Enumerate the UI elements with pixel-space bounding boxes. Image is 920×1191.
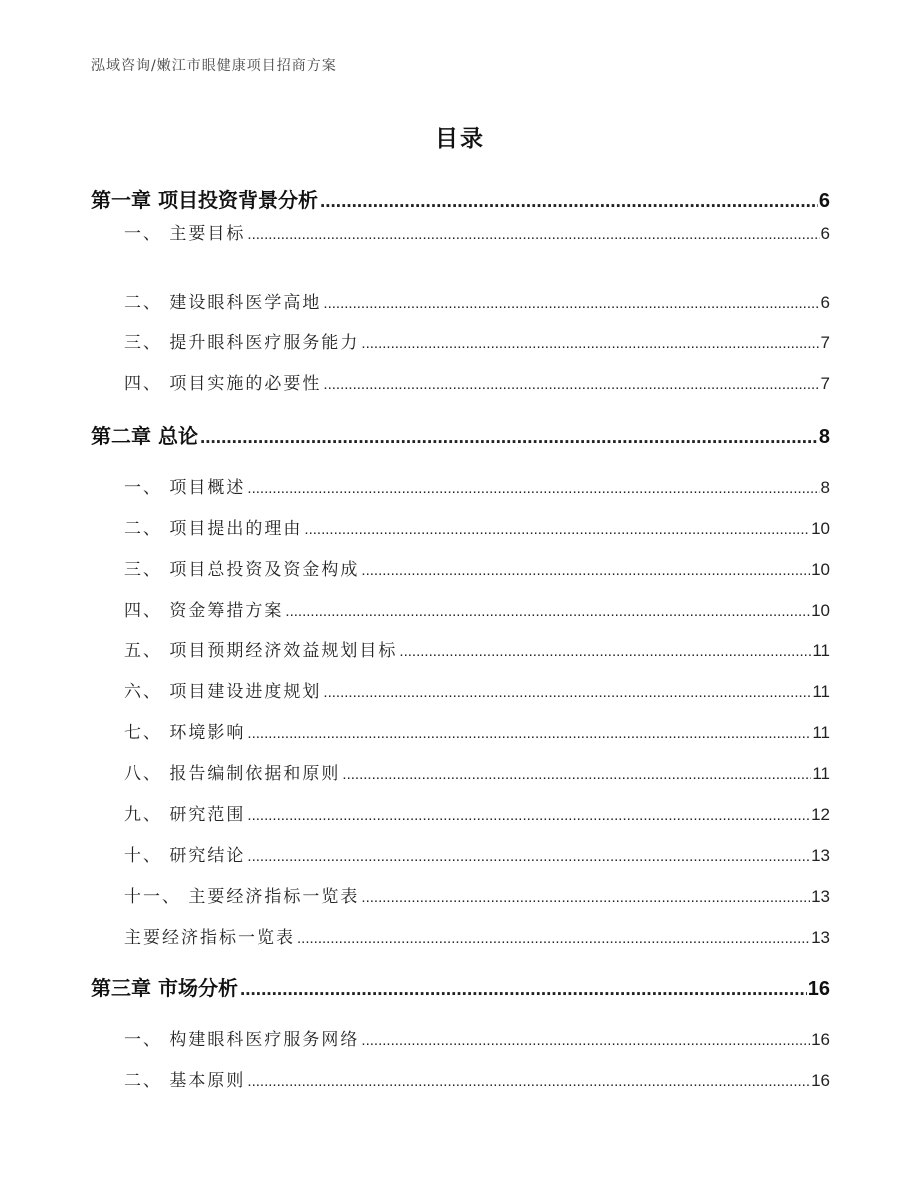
- toc-entry-label: 二、 建设眼科医学高地: [124, 293, 322, 313]
- dot-leader: [323, 376, 819, 393]
- toc-section[interactable]: [124, 369, 830, 394]
- toc-entry-label: 一、 构建眼科医疗服务网络: [124, 1030, 360, 1050]
- toc-page-number: 13: [811, 887, 830, 906]
- toc-chapter-1[interactable]: [91, 184, 830, 213]
- toc-page-number: 6: [818, 190, 830, 212]
- toc-entry-label: 四、 项目实施的必要性: [124, 374, 322, 394]
- toc-section[interactable]: [124, 882, 830, 907]
- toc-entry-label: 第一章 项目投资背景分析: [91, 188, 318, 212]
- toc-section[interactable]: [124, 759, 830, 784]
- toc-entry-label: 五、 项目预期经济效益规划目标: [124, 641, 398, 661]
- dot-leader: [247, 725, 811, 742]
- toc-entry-label: 主要经济指标一览表: [124, 928, 295, 948]
- toc-page-number: 12: [811, 805, 830, 824]
- toc-section[interactable]: [124, 800, 830, 825]
- toc-title: 目录: [435, 126, 485, 152]
- toc-entry-label: 九、 研究范围: [124, 805, 246, 825]
- page-header: 泓域咨询/嫩江市眼健康项目招商方案: [91, 58, 337, 74]
- toc-page-number: 8: [818, 426, 830, 448]
- dot-leader: [247, 848, 810, 865]
- toc-entry-label: 三、 项目总投资及资金构成: [124, 560, 360, 580]
- toc-page-number: 6: [820, 224, 830, 243]
- toc-section[interactable]: [124, 1066, 830, 1091]
- toc-entry-label: 十一、 主要经济指标一览表: [124, 887, 360, 907]
- toc-section[interactable]: [124, 596, 830, 621]
- toc-chapter-2[interactable]: [91, 420, 830, 449]
- toc-page-number: 10: [811, 560, 830, 579]
- toc-section[interactable]: [124, 219, 830, 244]
- toc-entry-label: 七、 环境影响: [124, 723, 246, 743]
- dot-leader: [342, 766, 811, 783]
- dot-leader: [200, 427, 818, 449]
- toc-chapter-3[interactable]: [91, 972, 830, 1001]
- dot-leader: [285, 603, 810, 620]
- dot-leader: [361, 562, 810, 579]
- toc-entry-label: 第二章 总论: [91, 424, 198, 448]
- toc-section[interactable]: [124, 473, 830, 498]
- toc-page-number: 7: [820, 333, 830, 352]
- toc-section[interactable]: [124, 841, 830, 866]
- dot-leader: [247, 480, 819, 497]
- toc-section[interactable]: [124, 1025, 830, 1050]
- toc-entry-label: 十、 研究结论: [124, 846, 246, 866]
- dot-leader: [323, 295, 819, 312]
- dot-leader: [247, 226, 819, 243]
- toc-page-number: 11: [812, 682, 830, 701]
- toc-page-number: 11: [812, 723, 830, 742]
- toc-page-number: 6: [820, 293, 830, 312]
- toc-entry-label: 四、 资金筹措方案: [124, 601, 284, 621]
- toc-page-number: 16: [811, 1071, 830, 1090]
- dot-leader: [297, 930, 810, 947]
- toc-page-number: 11: [812, 641, 830, 660]
- toc-entry-label: 六、 项目建设进度规划: [124, 682, 322, 702]
- toc-entry-label: 三、 提升眼科医疗服务能力: [124, 333, 360, 353]
- toc-entry-label: 二、 基本原则: [124, 1071, 246, 1091]
- toc-page-number: 7: [820, 374, 830, 393]
- toc-entry-label: 二、 项目提出的理由: [124, 519, 303, 539]
- toc-section[interactable]: [124, 514, 830, 539]
- toc-entry-label: 一、 主要目标: [124, 224, 246, 244]
- toc-page-number: 10: [811, 519, 830, 538]
- toc-page-number: 16: [811, 1030, 830, 1049]
- toc-page-number: 10: [811, 601, 830, 620]
- dot-leader: [247, 807, 810, 824]
- toc-section[interactable]: [124, 328, 830, 353]
- dot-leader: [323, 684, 811, 701]
- toc-section[interactable]: [124, 923, 830, 948]
- toc-page-number: 11: [812, 764, 830, 783]
- dot-leader: [361, 889, 810, 906]
- toc-entry-label: 第三章 市场分析: [91, 976, 238, 1000]
- dot-leader: [320, 191, 818, 213]
- toc-section[interactable]: [124, 555, 830, 580]
- toc-section[interactable]: [124, 677, 830, 702]
- toc-page-number: 13: [811, 928, 830, 947]
- toc-section[interactable]: [124, 718, 830, 743]
- toc-page-number: 8: [820, 478, 830, 497]
- dot-leader: [361, 1032, 810, 1049]
- toc-entry-label: 一、 项目概述: [124, 478, 246, 498]
- toc-entry-label: 八、 报告编制依据和原则: [124, 764, 341, 784]
- toc-section[interactable]: [124, 636, 830, 661]
- toc-page-number: 13: [811, 846, 830, 865]
- toc-section[interactable]: [124, 288, 830, 313]
- toc-page-number: 16: [807, 978, 830, 1000]
- dot-leader: [240, 979, 807, 1001]
- dot-leader: [399, 643, 811, 660]
- dot-leader: [247, 1073, 810, 1090]
- dot-leader: [361, 335, 819, 352]
- dot-leader: [304, 521, 810, 538]
